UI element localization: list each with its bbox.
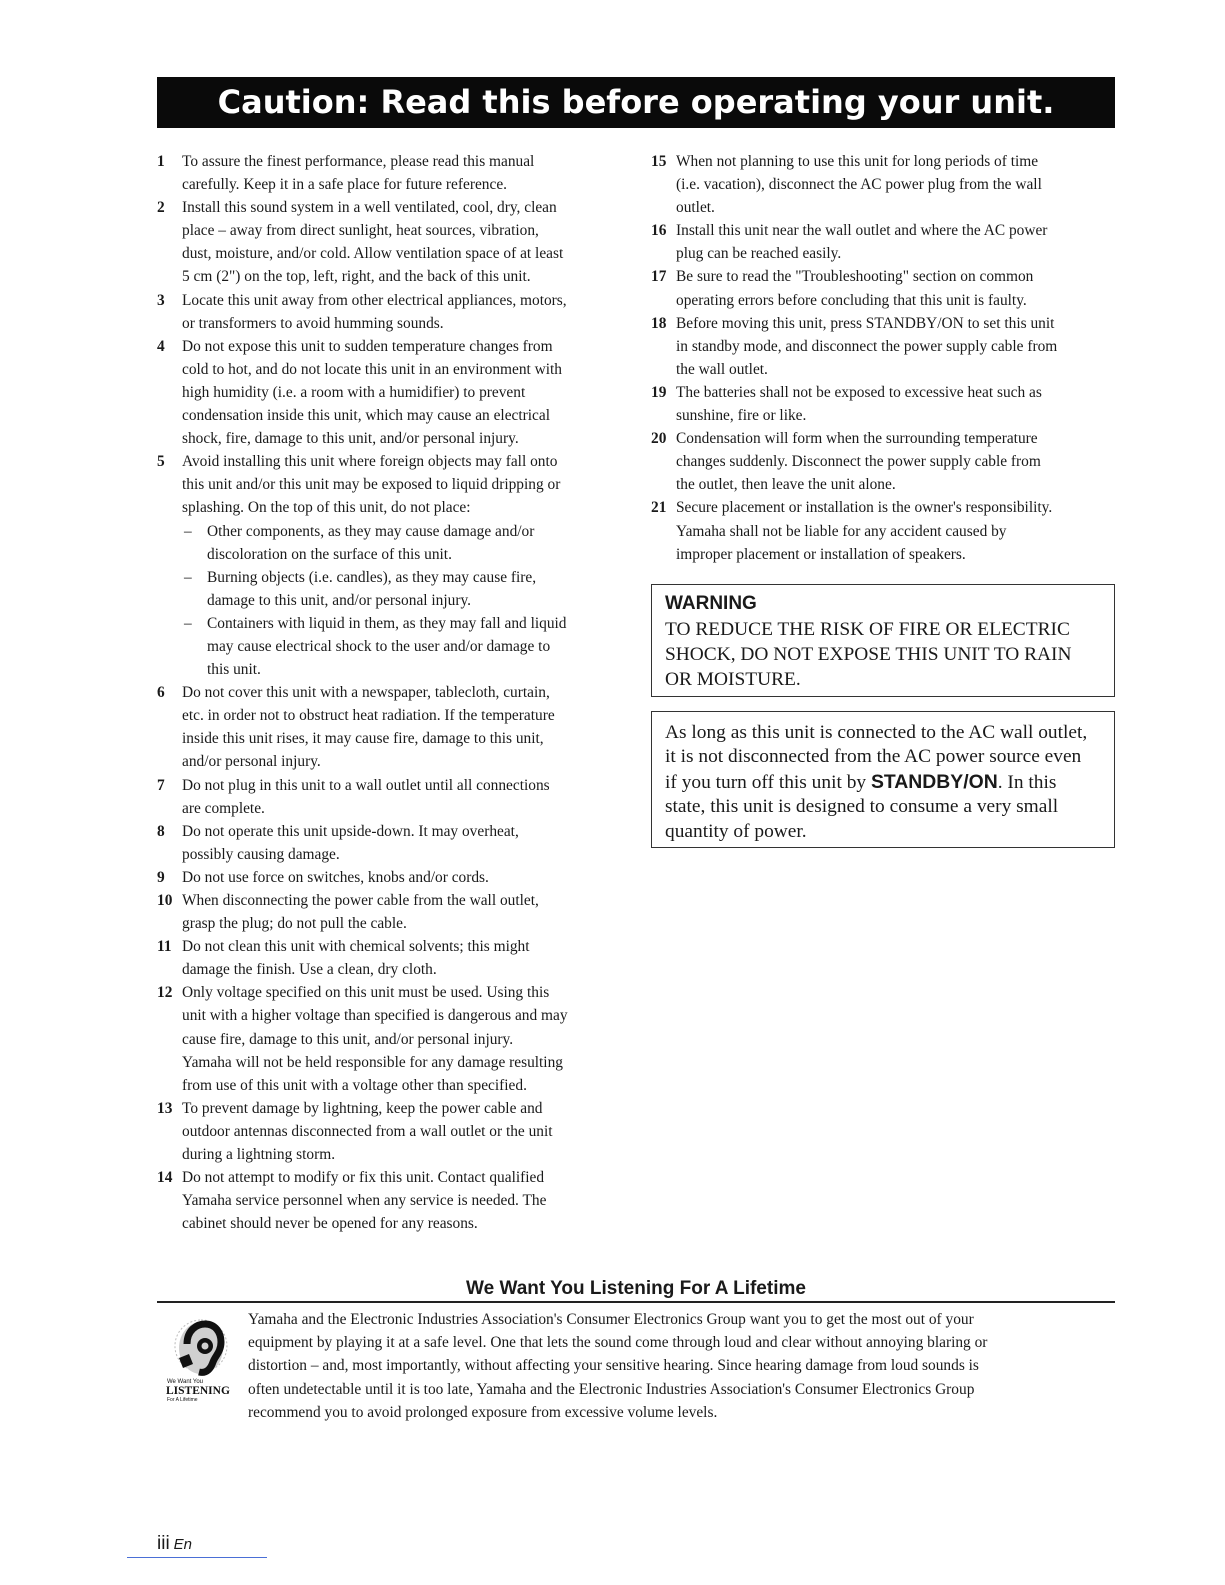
footer-rule xyxy=(127,1557,267,1558)
item-text-line: shock, fire, damage to this unit, and/or personal injury. xyxy=(182,430,519,448)
item-text-line: Do not expose this unit to sudden temperature changes from xyxy=(182,337,553,355)
caution-item xyxy=(651,312,1113,381)
sub-item xyxy=(182,566,619,612)
sub-item xyxy=(182,520,619,566)
caution-item xyxy=(651,381,1113,427)
caution-item xyxy=(157,774,619,820)
item-text-line: the wall outlet. xyxy=(676,360,768,378)
item-text-line: Condensation will form when the surrounding temperature xyxy=(676,430,1038,448)
sub-item-line: this unit. xyxy=(207,661,261,679)
item-number: 8 xyxy=(157,822,165,840)
warning-line: TO REDUCE THE RISK OF FIRE OR ELECTRIC xyxy=(665,619,1070,640)
item-text-line: this unit and/or this unit may be exposed to liquid dripping or xyxy=(182,476,561,494)
caution-item xyxy=(651,427,1113,496)
caution-item xyxy=(157,681,619,773)
caution-item xyxy=(651,265,1113,311)
item-text-line: Do not operate this unit upside-down. It may overheat, xyxy=(182,822,519,840)
caution-list-left xyxy=(157,150,619,1235)
item-text-line: cold to hot, and do not locate this unit in an environment with xyxy=(182,360,563,378)
standby-text: if you turn off this unit by xyxy=(665,771,871,793)
item-text-line: Do not clean this unit with chemical solvents; this might xyxy=(182,938,530,956)
standby-text: . In this xyxy=(997,771,1057,793)
item-number: 16 xyxy=(651,222,667,240)
item-number: 21 xyxy=(651,499,667,517)
item-text-line: Yamaha will not be held responsible for any damage resulting xyxy=(182,1053,563,1071)
item-number: 15 xyxy=(651,153,667,170)
item-text-line: cabinet should never be opened for any reasons. xyxy=(182,1215,478,1233)
item-text-line: carefully. Keep it in a safe place for future reference. xyxy=(182,176,507,194)
sub-item-dash: – xyxy=(184,568,192,586)
item-text-line: Install this unit near the wall outlet and where the AC power xyxy=(676,222,1048,240)
item-text-line: Do not cover this unit with a newspaper, tablecloth, curtain, xyxy=(182,684,550,702)
item-text-line: grasp the plug; do not pull the cable. xyxy=(182,915,407,933)
warning-line: SHOCK, DO NOT EXPOSE THIS UNIT TO RAIN xyxy=(665,644,1072,665)
caution-item xyxy=(157,820,619,866)
item-text-line: from use of this unit with a voltage other than specified. xyxy=(182,1076,527,1094)
item-number: 3 xyxy=(157,291,165,309)
item-number: 4 xyxy=(157,337,165,355)
standby-line: it is not disconnected from the AC power source even xyxy=(665,746,1082,768)
item-number: 12 xyxy=(157,984,173,1002)
item-text-line: high humidity (i.e. a room with a humidifier) to prevent xyxy=(182,383,526,401)
page-title: Caution: Read this before operating your unit. xyxy=(157,77,1115,128)
listening-line: Yamaha and the Electronic Industries Association's Consumer Electronics Group want you to get the most out of your xyxy=(248,1311,974,1328)
item-text-line: Only voltage specified on this unit must be used. Using this xyxy=(182,984,550,1002)
item-text-line: (i.e. vacation), disconnect the AC power plug from the wall xyxy=(676,176,1042,194)
caution-item xyxy=(157,866,619,889)
page-number xyxy=(157,1533,192,1556)
item-number: 13 xyxy=(157,1099,173,1117)
item-text-line: 5 cm (2") on the top, left, right, and the back of this unit. xyxy=(182,268,531,286)
sub-item-line: Burning objects (i.e. candles), as they may cause fire, xyxy=(207,568,537,586)
sub-item-line: may cause electrical shock to the user and/or damage to xyxy=(207,637,551,655)
caution-item xyxy=(157,1166,619,1235)
caution-list-right xyxy=(651,150,1113,566)
item-text-line: improper placement or installation of speakers. xyxy=(676,545,966,563)
item-number: 18 xyxy=(651,314,667,332)
item-text-line: outlet. xyxy=(676,199,715,217)
item-text-line: When disconnecting the power cable from the wall outlet, xyxy=(182,892,539,909)
item-text-line: Do not attempt to modify or fix this unit. Contact qualified xyxy=(182,1169,545,1187)
sub-item-line: Containers with liquid in them, as they may fall and liquid xyxy=(207,614,567,632)
caution-item xyxy=(157,196,619,288)
item-number: 14 xyxy=(157,1169,173,1187)
standby-notice-box xyxy=(651,711,1115,848)
item-number: 1 xyxy=(157,153,165,170)
item-text-line: Yamaha service personnel when any service is needed. The xyxy=(182,1192,547,1210)
item-number: 6 xyxy=(157,684,165,702)
listening-line: distortion – and, most importantly, without affecting your sensitive hearing. Since hearing damage from loud sounds is xyxy=(248,1357,979,1375)
item-text-line: Do not use force on switches, knobs and/or cords. xyxy=(182,868,489,886)
item-text-line: condensation inside this unit, which may cause an electrical xyxy=(182,407,550,425)
sub-item xyxy=(182,612,619,681)
item-number: 9 xyxy=(157,868,165,886)
item-text-line: inside this unit rises, it may cause fire, damage to this unit, xyxy=(182,730,544,748)
caution-item xyxy=(157,981,619,1096)
item-text-line: To prevent damage by lightning, keep the power cable and xyxy=(182,1099,543,1117)
item-text-line: When not planning to use this unit for long periods of time xyxy=(676,153,1039,170)
listening-heading: We Want You Listening For A Lifetime xyxy=(466,1278,806,1299)
logo-text-tiny: For A Lifetime xyxy=(167,1397,198,1403)
caution-item xyxy=(157,289,619,335)
caution-item xyxy=(651,150,1113,219)
item-number: 20 xyxy=(651,430,667,448)
item-text-line: Before moving this unit, press STANDBY/ON to set this unit xyxy=(676,314,1055,332)
item-text-line: splashing. On the top of this unit, do not place: xyxy=(182,499,471,517)
item-text-line: Do not plug in this unit to a wall outlet until all connections xyxy=(182,776,550,794)
caution-item xyxy=(157,150,619,196)
listening-line: recommend you to avoid prolonged exposure from excessive volume levels. xyxy=(248,1403,718,1421)
item-text-line: operating errors before concluding that this unit is faulty. xyxy=(676,291,1027,309)
caution-item xyxy=(157,889,619,935)
item-text-line: place – away from direct sunlight, heat sources, vibration, xyxy=(182,222,539,240)
item-text-line: and/or personal injury. xyxy=(182,753,321,771)
caution-item xyxy=(651,496,1113,565)
standby-line: quantity of power. xyxy=(665,820,807,842)
item-number: 11 xyxy=(157,938,172,956)
item-number: 17 xyxy=(651,268,667,286)
warning-line: OR MOISTURE. xyxy=(665,669,801,690)
item-text-line: sunshine, fire or like. xyxy=(676,407,807,425)
item-text-line: during a lightning storm. xyxy=(182,1146,336,1164)
item-text-line: dust, moisture, and/or cold. Allow ventilation space of at least xyxy=(182,245,564,263)
warning-box xyxy=(651,584,1115,697)
item-number: 19 xyxy=(651,383,667,401)
listening-line: equipment by playing it at a safe level. One that lets the sound come through loud and clear without annoying blaring or xyxy=(248,1334,988,1352)
item-text-line: the outlet, then leave the unit alone. xyxy=(676,476,896,494)
standby-line xyxy=(665,770,1102,795)
sub-item-dash: – xyxy=(184,522,192,540)
sub-item-line: discoloration on the surface of this unit. xyxy=(207,545,452,563)
item-text-line: in standby mode, and disconnect the power supply cable from xyxy=(676,337,1058,355)
item-number: 5 xyxy=(157,453,165,471)
item-text-line: plug can be reached easily. xyxy=(676,245,842,263)
sub-item-line: Other components, as they may cause damage and/or xyxy=(207,522,535,540)
page-number-text: iii xyxy=(157,1533,170,1554)
sub-item-dash: – xyxy=(184,614,192,632)
caution-item xyxy=(157,335,619,450)
item-text-line: cause fire, damage to this unit, and/or personal injury. xyxy=(182,1030,514,1048)
listening-paragraph xyxy=(248,1308,1116,1424)
item-text-line: unit with a higher voltage than specified is dangerous and may xyxy=(182,1007,568,1025)
item-text-line: Locate this unit away from other electrical appliances, motors, xyxy=(182,291,567,309)
standby-line: state, this unit is designed to consume a very small xyxy=(665,796,1059,818)
item-text-line: or transformers to avoid humming sounds. xyxy=(182,314,444,332)
logo-text-small: We Want You xyxy=(167,1379,204,1385)
item-text-line: The batteries shall not be exposed to excessive heat such as xyxy=(676,383,1042,401)
item-text-line: etc. in order not to obstruct heat radiation. If the temperature xyxy=(182,707,555,725)
listening-logo-icon xyxy=(165,1314,237,1404)
item-text-line: changes suddenly. Disconnect the power supply cable from xyxy=(676,453,1041,471)
caution-item xyxy=(157,450,619,681)
item-text-line: Install this sound system in a well ventilated, cool, dry, clean xyxy=(182,199,557,217)
caution-item xyxy=(651,219,1113,265)
warning-heading: WARNING xyxy=(665,593,757,614)
item-text-line: outdoor antennas disconnected from a wall outlet or the unit xyxy=(182,1122,553,1140)
divider xyxy=(157,1301,1115,1303)
item-number: 10 xyxy=(157,892,173,909)
language-label: En xyxy=(173,1536,193,1553)
item-text-line: To assure the finest performance, please read this manual xyxy=(182,153,535,170)
listening-line: often undetectable until it is too late, Yamaha and the Electronic Industries Association's Consumer Electronics Group xyxy=(248,1380,975,1398)
item-text-line: are complete. xyxy=(182,799,265,817)
caution-item xyxy=(157,935,619,981)
item-text-line: Avoid installing this unit where foreign objects may fall onto xyxy=(182,453,558,471)
logo-text-big: LISTENING xyxy=(166,1385,230,1397)
item-text-line: Yamaha shall not be liable for any accident caused by xyxy=(676,522,1007,540)
caution-item xyxy=(157,1097,619,1166)
item-number: 7 xyxy=(157,776,165,794)
standby-line: As long as this unit is connected to the AC wall outlet, xyxy=(665,722,1088,743)
warning-text xyxy=(665,617,1102,692)
item-text-line: possibly causing damage. xyxy=(182,845,340,863)
item-text-line: Secure placement or installation is the owner's responsibility. xyxy=(676,499,1053,517)
item-text-line: damage the finish. Use a clean, dry cloth. xyxy=(182,961,437,979)
item-number: 2 xyxy=(157,199,165,217)
sub-item-line: damage to this unit, and/or personal injury. xyxy=(207,591,472,609)
standby-on-key: STANDBY/ON xyxy=(870,770,998,793)
item-text-line: Be sure to read the "Troubleshooting" section on common xyxy=(676,268,1034,286)
